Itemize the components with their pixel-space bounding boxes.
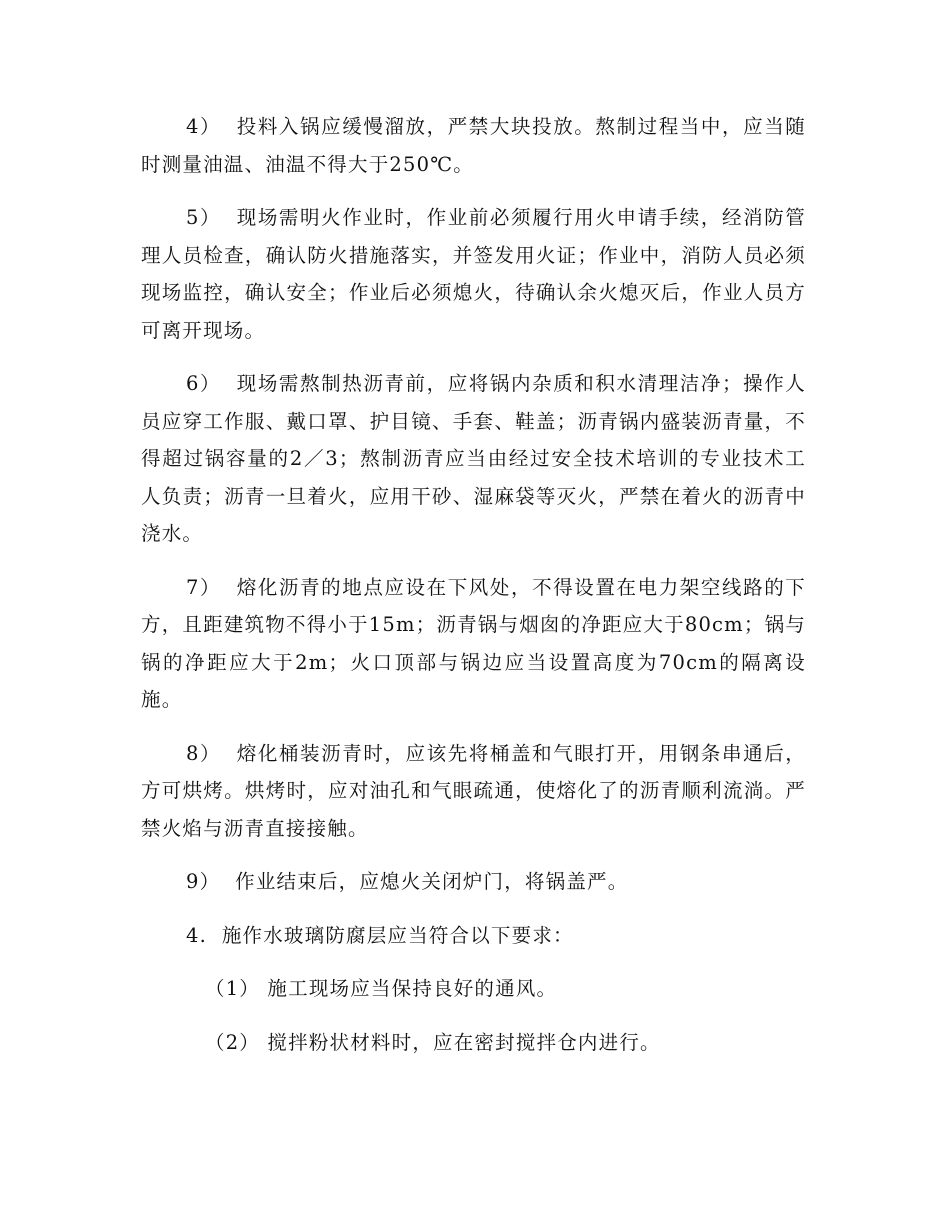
paragraph-item-7 bbox=[141, 569, 806, 719]
item-text: 作业结束后，应熄火关闭炉门，将锅盖严。 bbox=[235, 870, 629, 893]
subitem-2 bbox=[141, 1024, 806, 1062]
section-text: 施作水玻璃防腐层应当符合以下要求： bbox=[221, 923, 574, 947]
section-number: 4. bbox=[186, 923, 208, 947]
item-number: 8） bbox=[186, 741, 222, 765]
item-number: 6） bbox=[186, 372, 222, 395]
paragraph-item-6 bbox=[141, 365, 806, 553]
item-text: 现场需明火作业时，作业前必须履行用火申请手续，经消防管理人员检查，确认防火措施落实，并签发用火证；作业中，消防人员必须现场监控，确认安全；作业后必须熄火，待确认余火熄灭后，作业人员方可离开现场。 bbox=[141, 206, 806, 342]
subitem-1 bbox=[141, 970, 806, 1008]
item-number: 7） bbox=[186, 575, 222, 599]
item-number: 9） bbox=[186, 870, 221, 893]
subitem-text: 施工现场应当保持良好的通风。 bbox=[267, 977, 558, 1000]
item-number: 5） bbox=[186, 206, 222, 229]
item-text: 现场需熬制热沥青前，应将锅内杂质和积水清理洁净；操作人员应穿工作服、戴口罩、护目镜、手套、鞋盖；沥青锅内盛装沥青量，不得超过锅容量的2／3；熬制沥青应当由经过安全技术培训的专业技术工人负责；沥青一旦着火，应用干砂、湿麻袋等灭火，严禁在着火的沥青中浇水。 bbox=[141, 372, 806, 545]
section-heading-4 bbox=[141, 917, 806, 955]
item-number: 4） bbox=[186, 115, 222, 138]
subitem-number: （2） bbox=[205, 1030, 261, 1054]
subitem-text: 搅拌粉状材料时，应在密封搅拌仓内进行。 bbox=[267, 1030, 661, 1054]
document-body bbox=[141, 108, 806, 1061]
paragraph-item-5 bbox=[141, 199, 806, 349]
paragraph-item-8 bbox=[141, 735, 806, 848]
item-text: 熔化桶装沥青时，应该先将桶盖和气眼打开，用钢条串通后，方可烘烤。烘烤时，应对油孔和气眼疏通，使熔化了的沥青顺利流淌。严禁火焰与沥青直接接触。 bbox=[141, 741, 806, 840]
paragraph-item-9 bbox=[141, 863, 806, 901]
subitem-number: （1） bbox=[205, 977, 261, 1000]
item-text: 投料入锅应缓慢溜放，严禁大块投放。熬制过程当中，应当随时测量油温、油温不得大于250℃。 bbox=[141, 115, 806, 176]
paragraph-item-4 bbox=[141, 108, 806, 183]
item-text: 熔化沥青的地点应设在下风处，不得设置在电力架空线路的下方，且距建筑物不得小于15m；沥青锅与烟囱的净距应大于80cm；锅与锅的净距应大于2m；火口顶部与锅边应当设置高度为70cm的隔离设施。 bbox=[141, 575, 806, 711]
